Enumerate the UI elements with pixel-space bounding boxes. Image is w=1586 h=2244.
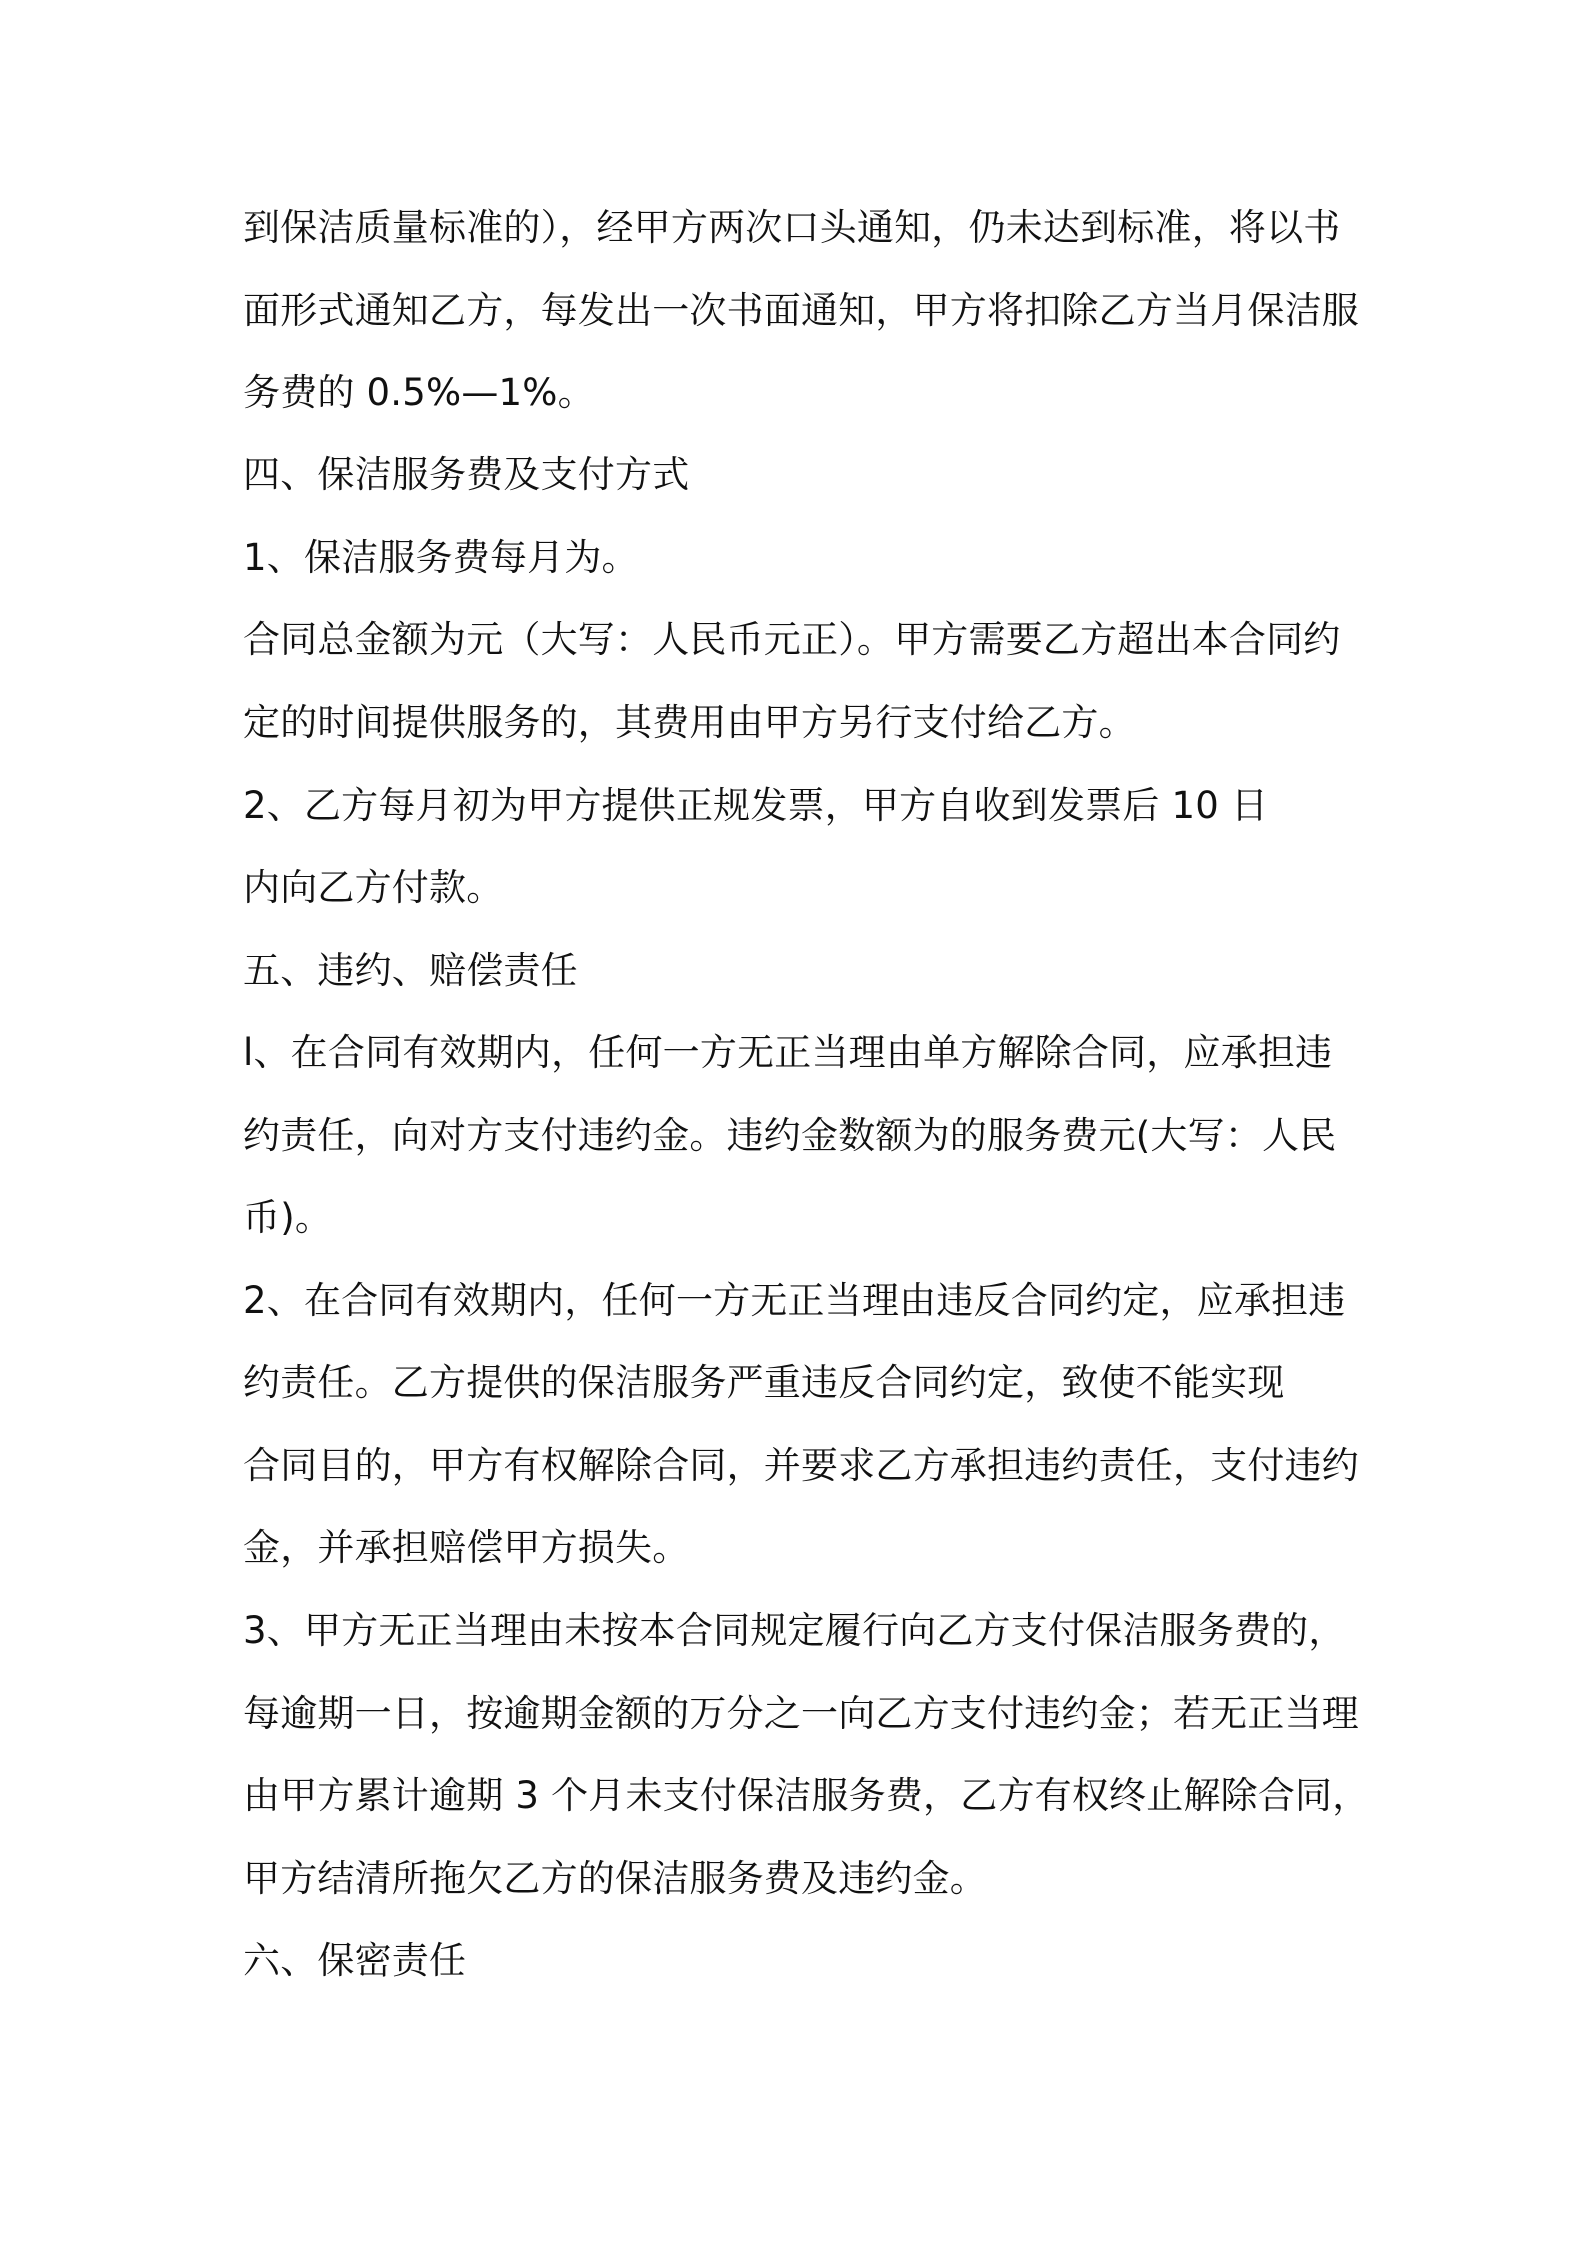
section-heading: 四、保洁服务费及支付方式: [243, 453, 690, 496]
text-line: 1、保洁服务费每月为。: [243, 536, 639, 579]
text-line: 到保洁质量标准的），经甲方两次口头通知，仍未达到标准，将以书: [243, 206, 1341, 249]
text-line: l、在合同有效期内，任何一方无正当理由单方解除合同，应承担违: [243, 1031, 1333, 1074]
text-line: 约责任。乙方提供的保洁服务严重违反合同约定，致使不能实现: [243, 1361, 1285, 1404]
text-line: 甲方结清所拖欠乙方的保洁服务费及违约金。: [243, 1857, 987, 1900]
text-line: 每逾期一日，按逾期金额的万分之一向乙方支付违约金；若无正当理: [243, 1692, 1359, 1735]
text-line: 约责任，向对方支付违约金。违约金数额为的服务费元(大写：人民: [243, 1114, 1337, 1157]
text-line: 合同总金额为元（大写：人民币元正）。甲方需要乙方超出本合同约: [243, 618, 1341, 661]
text-line: 合同目的，甲方有权解除合同，并要求乙方承担违约责任，支付违约: [243, 1444, 1359, 1487]
section-heading: 五、违约、赔偿责任: [243, 949, 578, 992]
text-line: 3、甲方无正当理由未按本合同规定履行向乙方支付保洁服务费的，: [243, 1609, 1346, 1652]
text-line: 2、在合同有效期内，任何一方无正当理由违反合同约定，应承担违: [243, 1279, 1346, 1322]
text-line: 币)。: [243, 1196, 333, 1239]
text-line: 2、乙方每月初为甲方提供正规发票，甲方自收到发票后 10 日: [243, 784, 1269, 827]
text-line: 金，并承担赔偿甲方损失。: [243, 1526, 690, 1569]
text-line: 务费的 0.5%—1%。: [243, 371, 595, 414]
text-line: 内向乙方付款。: [243, 866, 504, 909]
text-line: 由甲方累计逾期 3 个月未支付保洁服务费，乙方有权终止解除合同，: [243, 1774, 1370, 1817]
section-heading: 六、保密责任: [243, 1939, 467, 1982]
text-line: 定的时间提供服务的，其费用由甲方另行支付给乙方。: [243, 701, 1136, 744]
text-line: 面形式通知乙方，每发出一次书面通知，甲方将扣除乙方当月保洁服: [243, 289, 1359, 332]
